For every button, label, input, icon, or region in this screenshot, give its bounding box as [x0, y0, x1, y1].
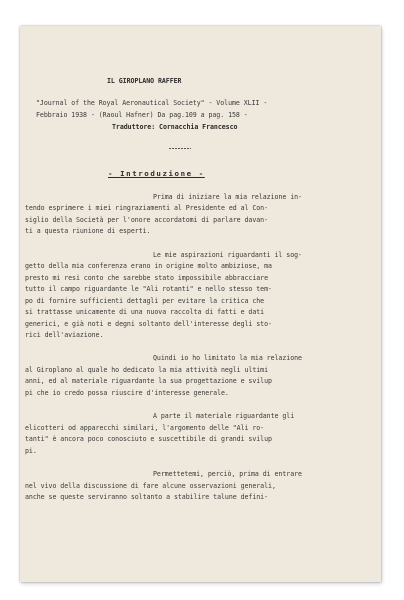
source-line-1: "Journal of the Royal Aeronautical Society" - Volume XLII - [36, 99, 268, 107]
body-line: Quindi io ho limitato la mia relazione [153, 354, 302, 362]
body-line: tutto il campo riguardante le "Ali rotanti" e nello stesso tem- [25, 285, 272, 293]
document-page [20, 26, 381, 582]
body-line: Le mie aspirazioni riguardanti il sog- [153, 251, 302, 259]
body-line: anni, ed al materiale riguardante la sua progettazione e svilup [25, 377, 272, 385]
source-line-2: Febbraio 1938 - (Raoul Hafner) Da pag.109 a pag. 158 - [36, 111, 248, 119]
body-line: generici, e già noti e degni soltanto dell'interesse degli sto- [25, 320, 272, 328]
body-line: nel vivo della discussione di fare alcune osservazioni generali, [25, 482, 276, 490]
document-title: IL GIROPLANO RAFFER [107, 77, 182, 85]
body-line: pi che io credo possa riuscire d'interesse generale. [25, 389, 229, 397]
body-line: Permettetemi, perciò, prima di entrare [153, 470, 302, 478]
section-heading: - Introduzione - [108, 169, 205, 178]
body-line: po di fornire sufficienti dettagli per evitare la critica che [25, 297, 265, 305]
body-line: Prima di iniziare la mia relazione in- [153, 193, 302, 201]
body-line: al Giroplano al quale ho dedicato la mia attività negli ultimi [25, 366, 269, 374]
body-line: presto mi resi conto che sarebbe stato impossibile abbracciare [25, 274, 269, 282]
body-line: getto della mia conferenza erano in origine molto ambiziose, ma [25, 262, 272, 270]
dash-mark [169, 147, 191, 150]
body-line: pi. [25, 447, 37, 455]
body-line: ti a questa riunione di esperti. [25, 227, 151, 235]
body-line: elicotteri od apparecchi similari, l'argomento delle "Ali ro- [25, 424, 265, 432]
body-line: tendo esprimere i miei ringraziamenti al Presidente ed al Con- [25, 204, 269, 212]
body-line: tanti" è ancora poco conosciuto e suscettibile di grandi svilup [25, 435, 272, 443]
body-line: si trattasse unicamente di una nuova raccolta di fatti e dati [25, 308, 265, 316]
body-line: anche se queste serviranno soltanto a stabilire talune defini- [25, 493, 269, 501]
translator-line: Traduttore: Cornacchia Francesco [112, 123, 238, 131]
body-line: siglio della Società per l'onore accordatomi di parlare davan- [25, 216, 269, 224]
body-line: A parte il materiale riguardante gli [153, 412, 295, 420]
body-line: rici dell'aviazione. [25, 331, 104, 339]
